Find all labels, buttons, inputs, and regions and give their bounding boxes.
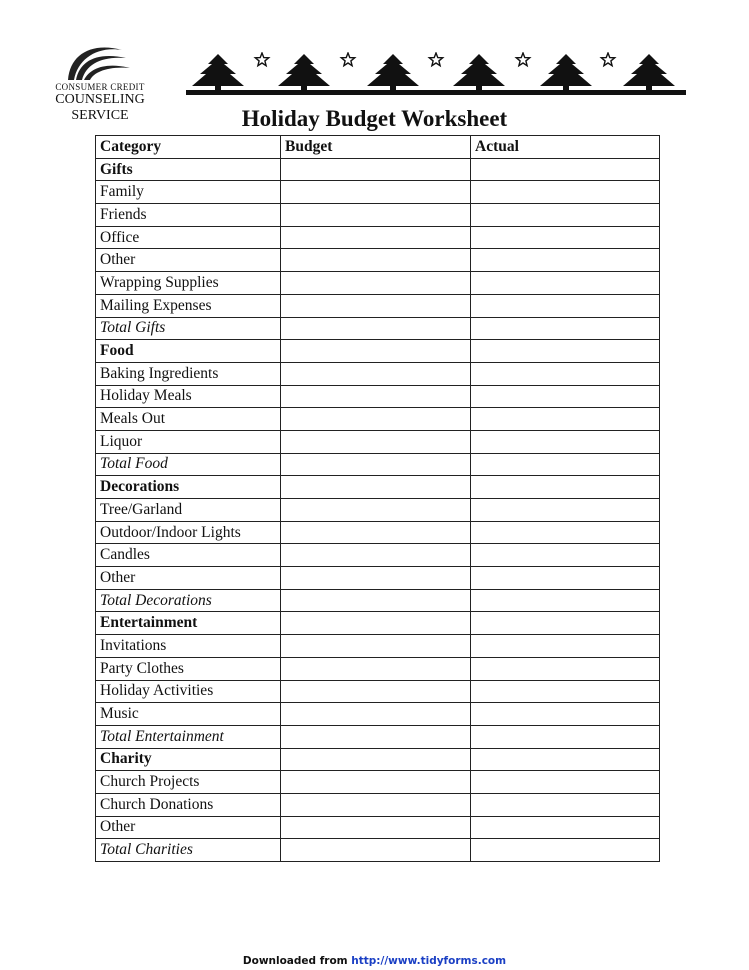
category-cell: Music	[96, 703, 281, 726]
category-cell: Meals Out	[96, 408, 281, 431]
category-cell: Other	[96, 249, 281, 272]
actual-cell[interactable]	[471, 839, 660, 862]
category-cell: Tree/Garland	[96, 499, 281, 522]
category-cell: Church Donations	[96, 793, 281, 816]
download-source	[0, 955, 749, 967]
actual-cell[interactable]	[471, 499, 660, 522]
table-row	[96, 589, 660, 612]
category-cell: Mailing Expenses	[96, 294, 281, 317]
budget-table	[95, 135, 660, 862]
budget-cell[interactable]	[281, 748, 471, 771]
actual-cell[interactable]	[471, 567, 660, 590]
tree-icon	[453, 54, 505, 92]
budget-cell[interactable]	[281, 362, 471, 385]
budget-cell[interactable]	[281, 158, 471, 181]
category-cell: Entertainment	[96, 612, 281, 635]
budget-cell[interactable]	[281, 408, 471, 431]
table-row	[96, 317, 660, 340]
table-row	[96, 839, 660, 862]
tree-icon	[367, 54, 419, 92]
budget-cell[interactable]	[281, 294, 471, 317]
table-row	[96, 362, 660, 385]
tree-icon	[278, 54, 330, 92]
tree-icon	[540, 54, 592, 92]
table-row	[96, 725, 660, 748]
table-row	[96, 567, 660, 590]
budget-cell[interactable]	[281, 181, 471, 204]
star-icon	[341, 53, 354, 66]
table-row	[96, 204, 660, 227]
budget-cell[interactable]	[281, 340, 471, 363]
column-header-category: Category	[96, 136, 281, 159]
table-row	[96, 476, 660, 499]
star-icon	[516, 53, 529, 66]
category-cell: Baking Ingredients	[96, 362, 281, 385]
category-cell: Charity	[96, 748, 281, 771]
budget-cell[interactable]	[281, 453, 471, 476]
table-row	[96, 680, 660, 703]
category-cell: Total Charities	[96, 839, 281, 862]
actual-cell[interactable]	[471, 657, 660, 680]
logo-text-line2: COUNSELING SERVICE	[55, 92, 145, 123]
table-row	[96, 430, 660, 453]
category-cell: Total Gifts	[96, 317, 281, 340]
star-icon	[429, 53, 442, 66]
column-header-budget: Budget	[281, 136, 471, 159]
actual-cell[interactable]	[471, 793, 660, 816]
budget-cell[interactable]	[281, 430, 471, 453]
tree-icon	[192, 54, 244, 92]
table-row	[96, 521, 660, 544]
actual-cell[interactable]	[471, 476, 660, 499]
category-cell: Outdoor/Indoor Lights	[96, 521, 281, 544]
footer-link[interactable]: http://www.tidyforms.com	[351, 955, 507, 967]
budget-cell[interactable]	[281, 317, 471, 340]
organization-logo	[30, 40, 180, 123]
category-cell: Total Entertainment	[96, 725, 281, 748]
budget-cell[interactable]	[281, 612, 471, 635]
category-cell: Food	[96, 340, 281, 363]
table-row	[96, 272, 660, 295]
category-cell: Total Decorations	[96, 589, 281, 612]
actual-cell[interactable]	[471, 249, 660, 272]
actual-cell[interactable]	[471, 748, 660, 771]
table-row	[96, 158, 660, 181]
table-row	[96, 499, 660, 522]
table-row	[96, 703, 660, 726]
actual-cell[interactable]	[471, 408, 660, 431]
actual-cell[interactable]	[471, 725, 660, 748]
category-cell: Wrapping Supplies	[96, 272, 281, 295]
table-row	[96, 771, 660, 794]
budget-cell[interactable]	[281, 249, 471, 272]
category-cell: Other	[96, 816, 281, 839]
actual-cell[interactable]	[471, 294, 660, 317]
category-cell: Other	[96, 567, 281, 590]
logo-text-line1: CONSUMER CREDIT	[55, 82, 145, 92]
tree-border-baseline	[186, 90, 686, 95]
category-cell: Family	[96, 181, 281, 204]
category-cell: Liquor	[96, 430, 281, 453]
table-row	[96, 748, 660, 771]
actual-cell[interactable]	[471, 158, 660, 181]
table-row	[96, 181, 660, 204]
actual-cell[interactable]	[471, 680, 660, 703]
actual-cell[interactable]	[471, 362, 660, 385]
category-cell: Decorations	[96, 476, 281, 499]
actual-cell[interactable]	[471, 544, 660, 567]
table-row	[96, 816, 660, 839]
table-row	[96, 249, 660, 272]
table-row	[96, 294, 660, 317]
category-cell: Friends	[96, 204, 281, 227]
table-row	[96, 657, 660, 680]
budget-cell[interactable]	[281, 499, 471, 522]
budget-cell[interactable]	[281, 680, 471, 703]
actual-cell[interactable]	[471, 272, 660, 295]
table-row	[96, 340, 660, 363]
budget-cell[interactable]	[281, 272, 471, 295]
table-row	[96, 408, 660, 431]
budget-cell[interactable]	[281, 544, 471, 567]
budget-cell[interactable]	[281, 703, 471, 726]
table-row	[96, 793, 660, 816]
actual-cell[interactable]	[471, 385, 660, 408]
table-header-row	[96, 136, 660, 159]
actual-cell[interactable]	[471, 204, 660, 227]
table-row	[96, 226, 660, 249]
actual-cell[interactable]	[471, 635, 660, 658]
budget-cell[interactable]	[281, 657, 471, 680]
star-icon	[255, 53, 268, 66]
budget-cell[interactable]	[281, 589, 471, 612]
actual-cell[interactable]	[471, 317, 660, 340]
actual-cell[interactable]	[471, 816, 660, 839]
actual-cell[interactable]	[471, 589, 660, 612]
table-row	[96, 385, 660, 408]
category-cell: Party Clothes	[96, 657, 281, 680]
budget-cell[interactable]	[281, 771, 471, 794]
budget-cell[interactable]	[281, 635, 471, 658]
budget-cell[interactable]	[281, 725, 471, 748]
actual-cell[interactable]	[471, 181, 660, 204]
actual-cell[interactable]	[471, 612, 660, 635]
actual-cell[interactable]	[471, 703, 660, 726]
actual-cell[interactable]	[471, 226, 660, 249]
tree-border-decoration	[186, 52, 686, 100]
category-cell: Church Projects	[96, 771, 281, 794]
actual-cell[interactable]	[471, 521, 660, 544]
category-cell: Gifts	[96, 158, 281, 181]
budget-cell[interactable]	[281, 816, 471, 839]
budget-cell[interactable]	[281, 839, 471, 862]
actual-cell[interactable]	[471, 771, 660, 794]
category-cell: Candles	[96, 544, 281, 567]
swoosh-icon	[64, 40, 134, 84]
actual-cell[interactable]	[471, 453, 660, 476]
actual-cell[interactable]	[471, 430, 660, 453]
budget-cell[interactable]	[281, 204, 471, 227]
column-header-actual: Actual	[471, 136, 660, 159]
budget-cell[interactable]	[281, 476, 471, 499]
category-cell: Office	[96, 226, 281, 249]
budget-cell[interactable]	[281, 567, 471, 590]
budget-cell[interactable]	[281, 385, 471, 408]
actual-cell[interactable]	[471, 340, 660, 363]
budget-cell[interactable]	[281, 521, 471, 544]
page-title: Holiday Budget Worksheet	[241, 106, 508, 131]
tree-icon	[623, 54, 675, 92]
category-cell: Total Food	[96, 453, 281, 476]
category-cell: Invitations	[96, 635, 281, 658]
table-row	[96, 612, 660, 635]
category-cell: Holiday Activities	[96, 680, 281, 703]
star-icon	[601, 53, 614, 66]
table-row	[96, 544, 660, 567]
footer-prefix: Downloaded from	[242, 955, 348, 967]
budget-cell[interactable]	[281, 226, 471, 249]
table-row	[96, 635, 660, 658]
budget-cell[interactable]	[281, 793, 471, 816]
table-row	[96, 453, 660, 476]
category-cell: Holiday Meals	[96, 385, 281, 408]
